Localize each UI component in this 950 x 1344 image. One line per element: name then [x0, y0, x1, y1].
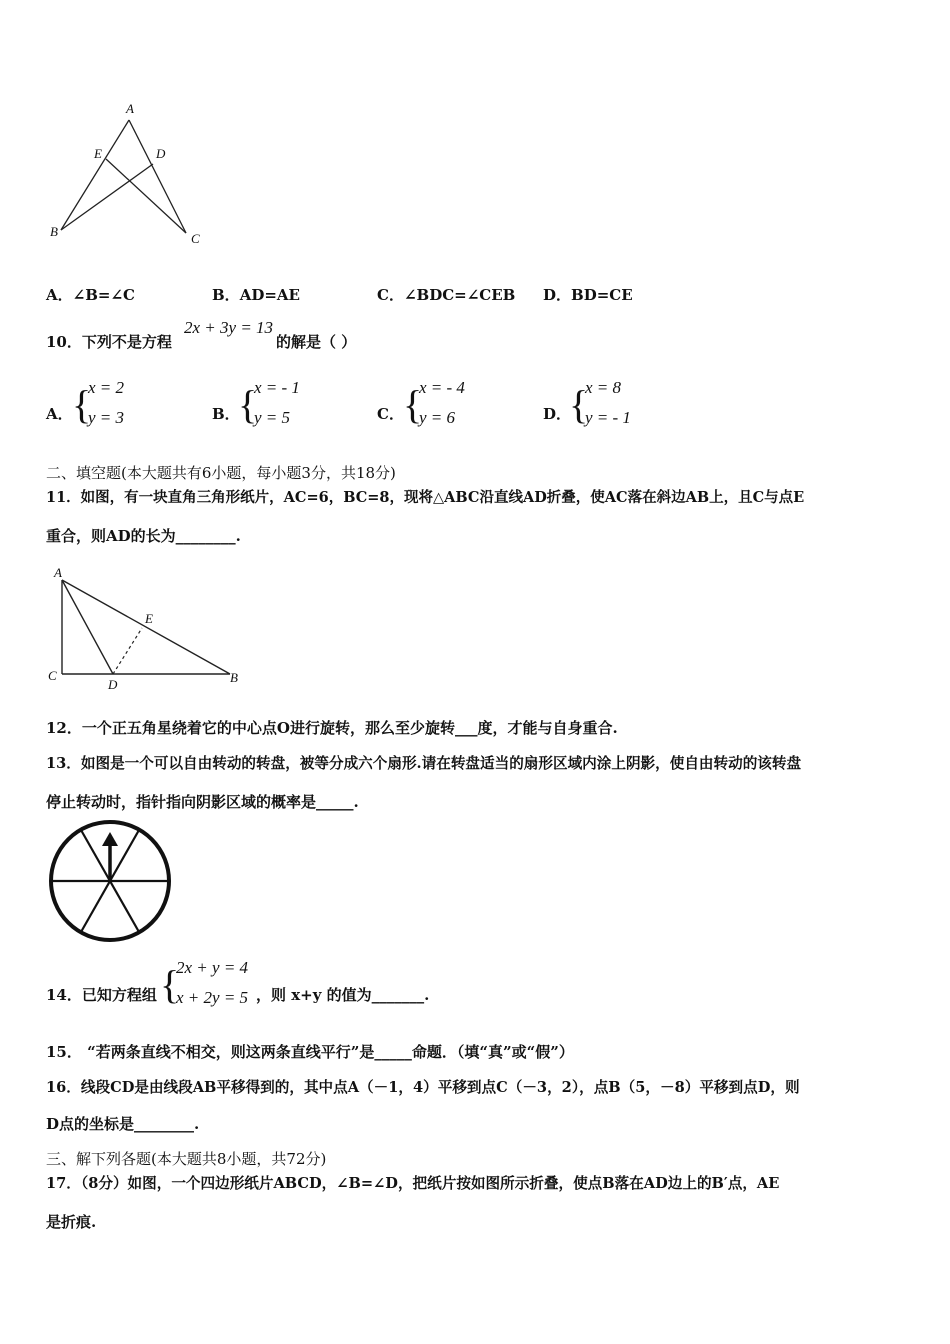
- q11-line2: 重合，则AD的长为________.: [46, 527, 241, 545]
- fig1-side-ac: [129, 120, 186, 233]
- q14-prefix: 14．已知方程组: [46, 986, 157, 1004]
- q10-option-b-line1: x = - 1: [254, 378, 300, 397]
- spinner-pointer-arrowhead: [102, 832, 118, 846]
- q10-option-d-line2: y = - 1: [585, 408, 631, 427]
- q16-line2: D点的坐标是________.: [46, 1115, 200, 1133]
- fig2-label-c: C: [48, 668, 57, 683]
- q13-line1: 13．如图是一个可以自由转动的转盘，被等分成六个扇形.请在转盘适当的扇形区域内涂上阴影，使自由转动的该转盘: [46, 755, 802, 772]
- section2-title: 二、填空题(本大题共有6小题，每小题3分，共18分): [46, 464, 396, 482]
- q14-brace: {: [160, 962, 180, 1007]
- q10-option-b-line2: y = 5: [254, 408, 291, 427]
- q12-text: 12．一个正五角星绕着它的中心点O进行旋转，那么至少旋转___度，才能与自身重合.: [46, 719, 618, 737]
- figure-right-triangle: [40, 562, 250, 694]
- q9-option-c-text: ∠BDC=∠CEB: [403, 286, 516, 304]
- q10-option-b-letter: B．: [212, 405, 240, 423]
- q11-line1: 11．如图，有一块直角三角形纸片，AC=6，BC=8，现将△ABC沿直线AD折叠，使AC落在斜边AB上，且C与点E: [46, 489, 805, 506]
- q15-text: 15． “若两条直线不相交，则这两条直线平行”是_____命题．（填“真”或“假”）: [46, 1043, 574, 1061]
- q9-option-c-letter: C．: [377, 286, 404, 304]
- fig2-label-e: E: [145, 611, 153, 626]
- q10-option-d-brace: {: [569, 382, 589, 427]
- q10-option-c-line1: x = - 4: [419, 378, 465, 397]
- q9-option-d: [543, 285, 633, 305]
- q13-line2: 停止转动时，指针指向阴影区域的概率是_____.: [46, 793, 359, 811]
- q10-option-b-brace: {: [238, 382, 258, 427]
- q10-option-a-line1: x = 2: [88, 378, 125, 397]
- q16-line1: 16．线段CD是由线段AB平移得到的，其中点A（－1，4）平移到点C（－3，2），点B（5，－8）平移到点D，则: [46, 1079, 800, 1096]
- q9-option-d-letter: D．: [543, 286, 572, 304]
- fig1-segment-bd: [61, 164, 153, 230]
- q10-option-c-line2: y = 6: [419, 408, 456, 427]
- q9-option-c: [377, 285, 515, 305]
- q10-equation: 2x + 3y = 13: [184, 318, 274, 337]
- q10-option-a-letter: A．: [46, 405, 73, 423]
- fig1-label-e: E: [94, 146, 102, 161]
- q10-option-a-line2: y = 3: [88, 408, 125, 427]
- fig2-label-b: B: [230, 670, 238, 685]
- q14-suffix: ，则 x+y 的值为_______.: [256, 986, 430, 1004]
- fig2-label-a: A: [54, 565, 62, 580]
- q10-option-c-letter: C．: [377, 405, 404, 423]
- q17-line1: 17．（8分）如图，一个四边形纸片ABCD，∠B=∠D，把纸片按如图所示折叠，使点B落在AD边上的B′点，AE: [46, 1175, 780, 1192]
- q10-option-c-brace: {: [403, 382, 423, 427]
- q10-suffix: 的解是（ ）: [276, 333, 357, 351]
- q9-option-b-text: AD=AE: [239, 286, 300, 304]
- figure-triangle-bde: [40, 98, 220, 253]
- q9-option-b-letter: B．: [212, 286, 240, 304]
- q9-option-a-letter: A．: [46, 286, 73, 304]
- fig1-label-c: C: [191, 231, 200, 246]
- q9-option-a: [46, 285, 135, 305]
- fig1-label-b: B: [50, 224, 58, 239]
- q9-option-d-text: BD=CE: [571, 286, 633, 304]
- q10-option-d-line1: x = 8: [585, 378, 622, 397]
- fig2-segment-de-dashed: [113, 628, 142, 674]
- q17-line2: 是折痕.: [46, 1213, 97, 1231]
- q14-line2: x + 2y = 5: [176, 988, 249, 1007]
- q9-option-a-text: ∠B=∠C: [72, 286, 135, 304]
- q9-option-b: [212, 285, 300, 305]
- fig1-label-d: D: [156, 146, 166, 161]
- fig2-label-d: D: [108, 677, 118, 692]
- q10-option-a-brace: {: [72, 382, 92, 427]
- q14-line1: 2x + y = 4: [176, 958, 249, 977]
- section3-title: 三、解下列各题(本大题共8小题，共72分): [46, 1150, 327, 1168]
- fig1-side-ab: [61, 120, 129, 230]
- q10-option-d-letter: D．: [543, 405, 572, 423]
- figure-spinner: [44, 820, 176, 944]
- fig1-label-a: A: [126, 101, 134, 116]
- fig1-segment-ce: [106, 159, 186, 233]
- q10-prefix: 10．下列不是方程: [46, 333, 172, 351]
